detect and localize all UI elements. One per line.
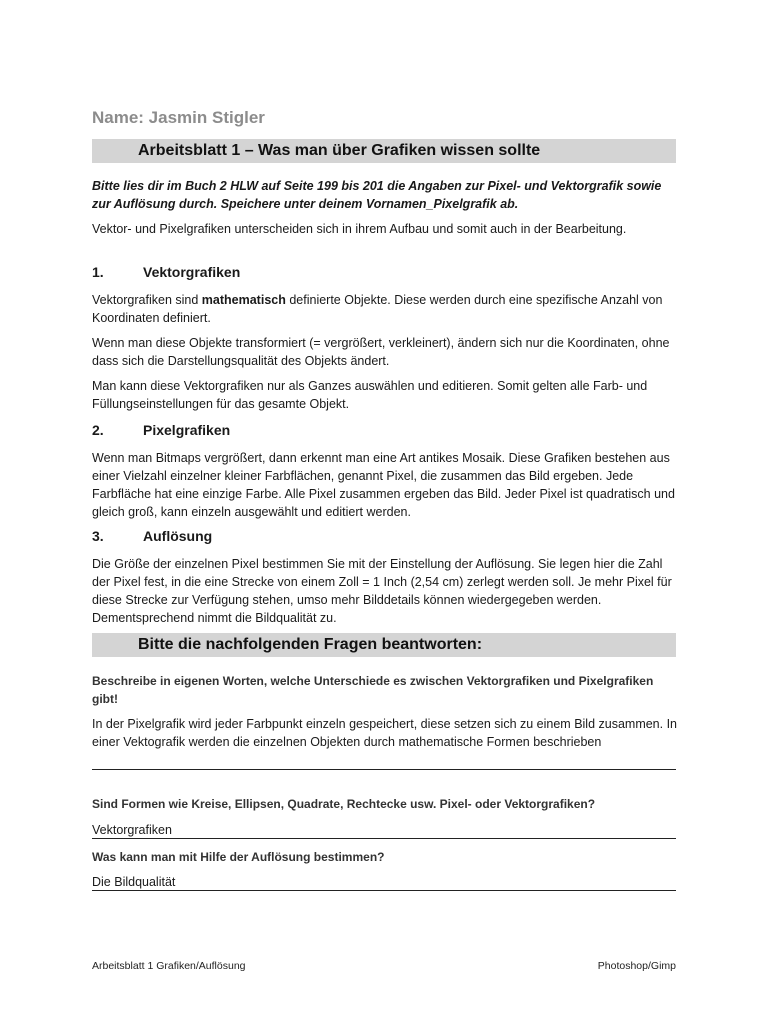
answer-1[interactable]: In der Pixelgrafik wird jeder Farbpunkt einzeln gespeichert, diese setzen sich zu einem Bild zusammen. In einer Vektografik werden die einzelnen Objekten durch mathematische Formen beschrieben bbox=[92, 717, 678, 749]
section-title: Vektorgrafiken bbox=[143, 264, 241, 280]
section-heading-pixelgrafiken bbox=[92, 422, 230, 438]
answer-line-2 bbox=[92, 838, 676, 839]
vektor-paragraph-2: Wenn man diese Objekte transformiert (= vergrößert, verkleinert), ändern sich nur die Koordinaten, ohne dass sich die Darstellungsqualität des Objekts ändert. bbox=[92, 336, 670, 368]
intro-paragraph: Vektor- und Pixelgrafiken unterscheiden sich in ihrem Aufbau und somit auch in der Bearbeitung. bbox=[92, 222, 627, 236]
section-title: Auflösung bbox=[143, 528, 213, 544]
vektor-paragraph-3: Man kann diese Vektorgrafiken nur als Ganzes auswählen und editieren. Somit gelten alle Farb- und Füllungseinstellungen für das gesamte Objekt. bbox=[92, 379, 648, 411]
questions-title-bar bbox=[92, 633, 676, 657]
section-title: Pixelgrafiken bbox=[143, 422, 231, 438]
answer-2[interactable]: Vektorgrafiken bbox=[92, 823, 172, 837]
answer-line-3 bbox=[92, 890, 676, 891]
question-1: Beschreibe in eigenen Worten, welche Unterschiede es zwischen Vektorgrafiken und Pixelgrafiken gibt! bbox=[92, 674, 654, 706]
worksheet-title: Arbeitsblatt 1 – Was man über Grafiken wissen sollte bbox=[138, 142, 541, 159]
answer-line-1 bbox=[92, 769, 676, 770]
vektor-paragraph-1 bbox=[92, 291, 682, 327]
instruction-text: Bitte lies dir im Buch 2 HLW auf Seite 199 bis 201 die Angaben zur Pixel- und Vektorgrafik sowie zur Auflösung durch. Speichere unter deinem Vornamen_Pixelgrafik ab. bbox=[92, 179, 662, 211]
section-heading-aufloesung bbox=[92, 528, 212, 544]
answer-3[interactable]: Die Bildqualität bbox=[92, 875, 176, 889]
question-2: Sind Formen wie Kreise, Ellipsen, Quadrate, Rechtecke usw. Pixel- oder Vektorgrafiken? bbox=[92, 797, 596, 811]
section-number: 1. bbox=[92, 264, 104, 280]
student-name: Name: Jasmin Stigler bbox=[92, 108, 265, 127]
text-run: Vektorgrafiken sind bbox=[92, 293, 202, 307]
worksheet-title-bar bbox=[92, 139, 676, 163]
questions-title: Bitte die nachfolgenden Fragen beantworten: bbox=[138, 636, 483, 653]
question-3: Was kann man mit Hilfe der Auflösung bestimmen? bbox=[92, 850, 385, 864]
section-number: 2. bbox=[92, 422, 104, 438]
text-run: definierte Objekte. Diese werden durch eine spezifische Anzahl von Koordinaten definiert. bbox=[92, 293, 663, 325]
aufloesung-paragraph: Die Größe der einzelnen Pixel bestimmen Sie mit der Einstellung der Auflösung. Sie legen hier die Zahl der Pixel fest, in die eine Strecke von einem Zoll = 1 Inch (2,54 cm) zerlegt werden soll. Je mehr Pixel für diese Strecke zur Verfügung stehen, umso mehr Bilddetails können wiedergegeben werden. Dementsprechend nimmt die Bildqualität zu. bbox=[92, 557, 672, 625]
bold-term: mathematisch bbox=[201, 293, 286, 307]
section-heading-vektorgrafiken bbox=[92, 264, 240, 280]
footer-right: Photoshop/Gimp bbox=[597, 960, 676, 972]
section-number: 3. bbox=[92, 528, 104, 544]
footer-left: Arbeitsblatt 1 Grafiken/Auflösung bbox=[92, 960, 246, 972]
pixel-paragraph: Wenn man Bitmaps vergrößert, dann erkennt man eine Art antikes Mosaik. Diese Grafiken bestehen aus einer Vielzahl einzelner kleiner Farbflächen, genannt Pixel, die zusammen das Bild ergeben. Jede Farbfläche hat eine einzige Farbe. Alle Pixel zusammen ergeben das Bild. Jeder Pixel ist quadratisch und gleich groß, kann einzeln ausgewählt und editiert werden. bbox=[92, 451, 675, 519]
